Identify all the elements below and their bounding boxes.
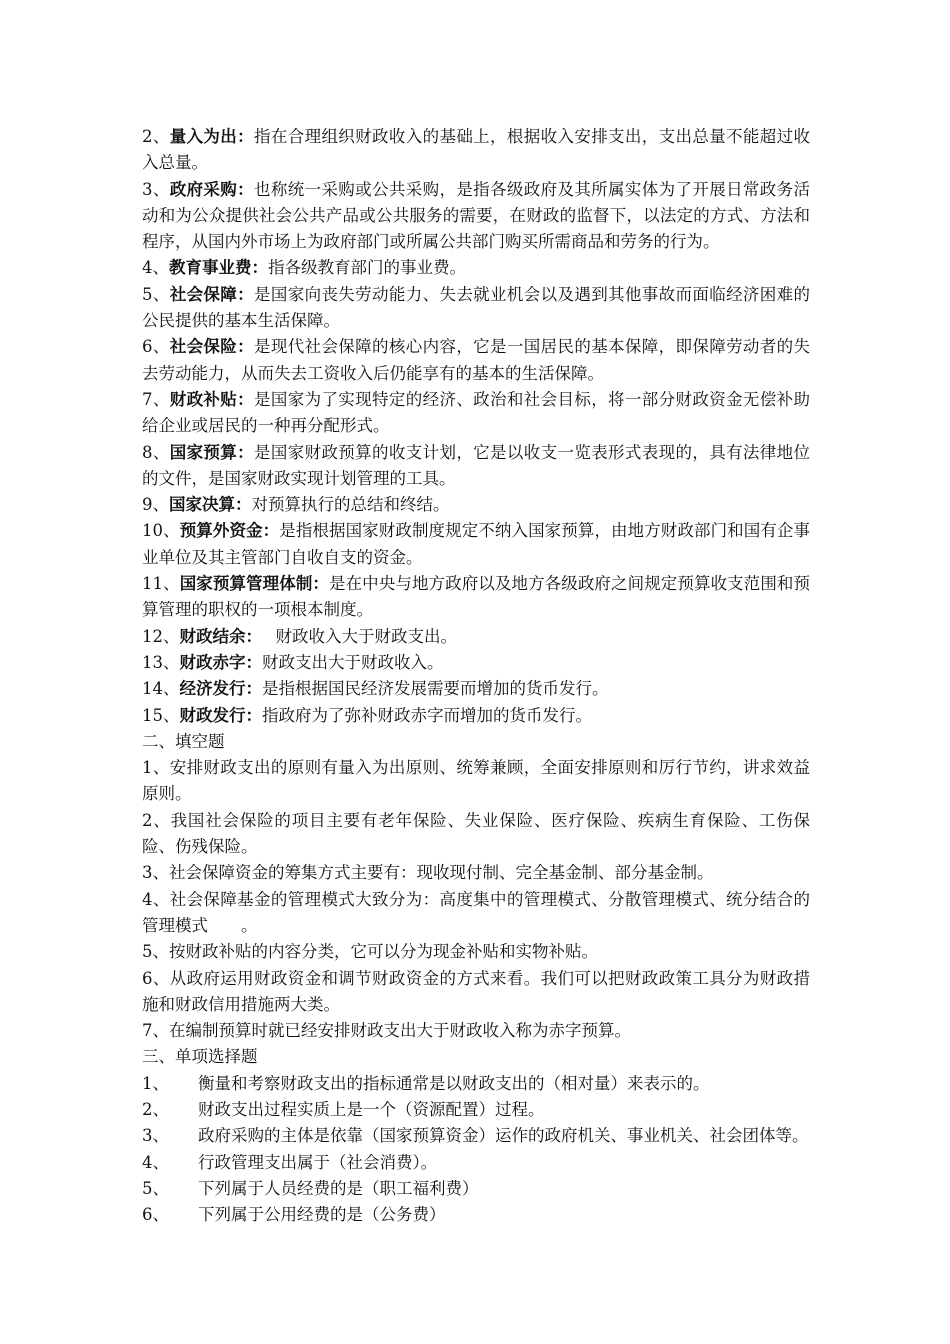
single-choice-section <box>142 1044 810 1228</box>
definition-item <box>142 387 810 440</box>
choice-item <box>142 1150 810 1176</box>
definition-text: 财政支出大于财政收入。 <box>262 652 444 672</box>
choice-item <box>142 1202 810 1228</box>
choice-item <box>142 1176 810 1202</box>
item-number: 9、 <box>142 495 169 515</box>
item-number: 4、 <box>142 258 169 278</box>
definition-text: 是现代社会保障的核心内容，它是一国居民的基本保障，即保障劳动者的失去劳动能力，从而失去工资收入后仍能享有的基本的生活保障。 <box>142 337 811 383</box>
fill-blank-item: 1、安排财政支出的原则有量入为出原则、统筹兼顾，全面安排原则和厉行节约，讲求效益原则。 <box>142 758 810 804</box>
fill-blank-item: 3、社会保障资金的筹集方式主要有：现收现付制、完全基金制、部分基金制。 <box>142 863 714 883</box>
definition-text: 指在合理组织财政收入的基础上，根据收入安排支出，支出总量不能超过收入总量。 <box>142 127 811 173</box>
term: 国家决算： <box>169 495 252 515</box>
fill-blank-item: 4、社会保障基金的管理模式大致分为：高度集中的管理模式、分散管理模式、统分结合的管理模式 。 <box>142 889 810 935</box>
choice-text: 行政管理支出属于（社会消费）。 <box>198 1152 438 1172</box>
item-number: 8、 <box>142 442 170 462</box>
item-number: 1、 <box>142 1073 169 1093</box>
term: 财政补贴： <box>169 389 255 409</box>
definition-text: 指政府为了弥补财政赤字而增加的货币发行。 <box>262 705 592 725</box>
definition-text: 也称统一采购或公共采购，是指各级政府及其所属实体为了开展日常政务活动和为公众提供社会公共产品或公共服务的需要，在财政的监督下，以法定的方式、方法和程序，从国内外市场上为政府部门或所属公共部门购买所需商品和劳务的行为。 <box>142 179 811 252</box>
item-number: 2、 <box>142 127 170 146</box>
choice-text: 财政支出过程实质上是一个（资源配置）过程。 <box>198 1099 545 1119</box>
item-number: 5、 <box>142 1178 169 1198</box>
definition-text: 是指根据国民经济发展需要而增加的货币发行。 <box>262 679 609 699</box>
term: 量入为出： <box>169 127 255 146</box>
definition-item <box>142 571 810 624</box>
definition-text: 是国家财政预算的收支计划，它是以收支一览表形式表现的，具有法律地位的文件，是国家财政实现计划管理的工具。 <box>142 442 811 488</box>
definition-text: 是国家向丧失劳动能力、失去就业机会以及遇到其他事故而面临经济困难的公民提供的基本生活保障。 <box>142 284 811 331</box>
definition-item <box>142 282 810 335</box>
fill-blank-section <box>142 729 810 1045</box>
definition-item <box>142 676 810 702</box>
definition-item <box>142 177 810 256</box>
definition-item <box>142 440 810 493</box>
term: 预算外资金： <box>179 521 280 541</box>
term: 财政发行： <box>179 705 262 725</box>
item-number: 10、 <box>142 521 180 541</box>
choice-item <box>142 1123 810 1149</box>
section-heading: 三、单项选择题 <box>142 1047 258 1067</box>
item-number: 5、 <box>142 284 170 304</box>
section-heading: 二、填空题 <box>142 731 225 751</box>
definition-item <box>142 518 810 571</box>
item-number: 3、 <box>142 179 170 199</box>
definition-item <box>142 492 810 518</box>
term: 国家预算管理体制： <box>179 574 329 594</box>
fill-blank-item: 6、从政府运用财政资金和调节财政资金的方式来看。我们可以把财政政策工具分为财政措施和财政信用措施两大类。 <box>142 968 810 1014</box>
item-number: 12、 <box>142 626 180 646</box>
item-number: 2、 <box>142 1099 169 1119</box>
definition-item <box>142 703 810 729</box>
choice-text: 政府采购的主体是依靠（国家预算资金）运作的政府机关、事业机关、社会团体等。 <box>198 1126 809 1146</box>
choice-text: 下列属于人员经费的是（职工福利费） <box>198 1178 479 1198</box>
choice-text: 下列属于公用经费的是（公务费） <box>198 1205 446 1225</box>
fill-blank-item: 7、在编制预算时就已经安排财政支出大于财政收入称为赤字预算。 <box>142 1021 631 1041</box>
item-number: 7、 <box>142 389 170 409</box>
item-number: 6、 <box>142 337 170 357</box>
definition-text: 是在中央与地方政府以及地方各级政府之间规定预算收支范围和预算管理的职权的一项根本制度。 <box>142 574 811 620</box>
term: 社会保险： <box>169 337 255 357</box>
fill-blank-item: 2、我国社会保险的项目主要有老年保险、失业保险、医疗保险、疾病生育保险、工伤保险、伤残保险。 <box>142 810 810 857</box>
definition-text: 对预算执行的总结和终结。 <box>251 495 450 515</box>
item-number: 15、 <box>142 705 180 725</box>
definition-item <box>142 624 810 650</box>
term: 社会保障： <box>169 284 255 304</box>
term: 教育事业费： <box>169 258 268 278</box>
item-number: 14、 <box>142 679 180 699</box>
definition-text: 是国家为了实现特定的经济、政治和社会目标，将一部分财政资金无偿补助给企业或居民的一种再分配形式。 <box>142 389 811 436</box>
document-page <box>142 124 810 1228</box>
choice-text: 衡量和考察财政支出的指标通常是以财政支出的（相对量）来表示的。 <box>198 1073 710 1093</box>
definition-text: 财政收入大于财政支出。 <box>253 626 457 646</box>
definitions-section <box>142 124 810 729</box>
definition-item <box>142 334 810 387</box>
item-number: 13、 <box>142 652 180 672</box>
choice-item <box>142 1097 810 1123</box>
fill-blank-item: 5、按财政补贴的内容分类，它可以分为现金补贴和实物补贴。 <box>142 942 598 962</box>
choice-item <box>142 1071 810 1097</box>
definition-text: 指各级教育部门的事业费。 <box>268 258 466 278</box>
item-number: 11、 <box>142 574 180 594</box>
term: 经济发行： <box>179 679 262 699</box>
definition-item <box>142 650 810 676</box>
definition-text: 是指根据国家财政制度规定不纳入国家预算，由地方财政部门和国有企事业单位及其主管部门自收自支的资金。 <box>142 521 811 567</box>
item-number: 4、 <box>142 1152 169 1172</box>
term: 财政赤字： <box>179 652 262 672</box>
definition-item <box>142 255 810 281</box>
term: 国家预算： <box>169 442 255 462</box>
term: 政府采购： <box>169 179 255 199</box>
term: 财政结余： <box>179 626 254 646</box>
item-number: 3、 <box>142 1126 169 1146</box>
item-number: 6、 <box>142 1205 169 1225</box>
definition-item <box>142 124 810 177</box>
